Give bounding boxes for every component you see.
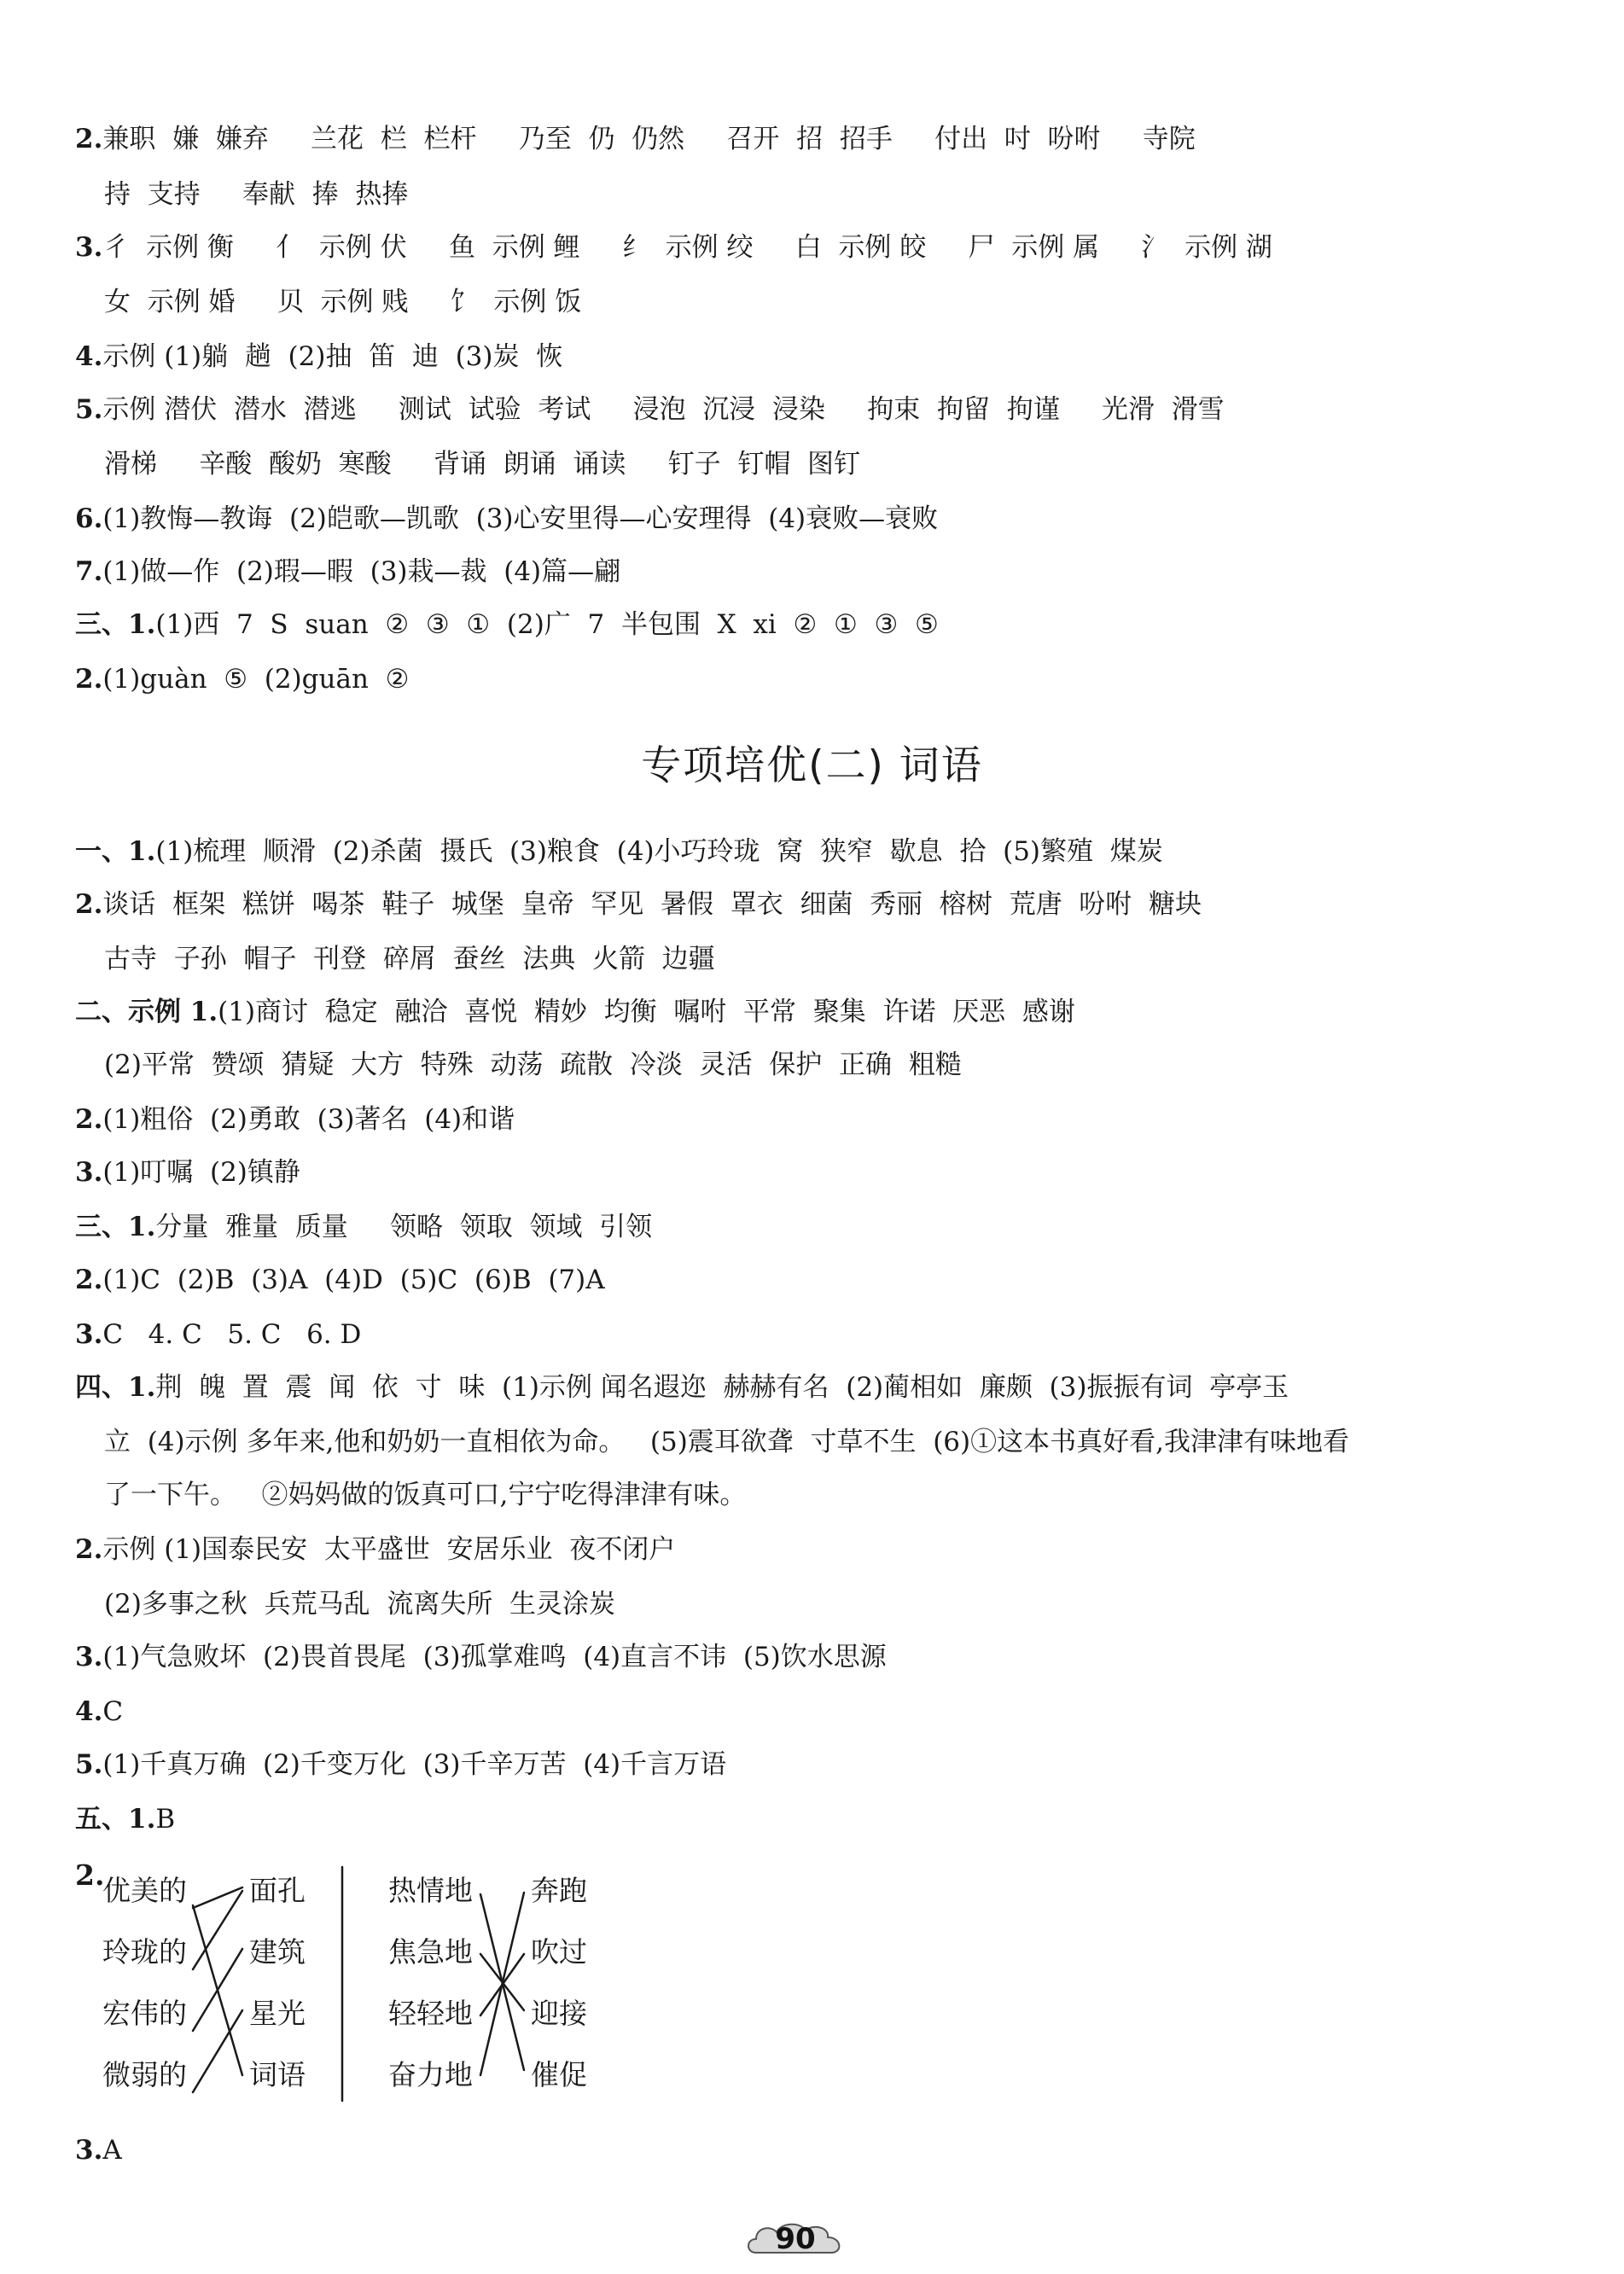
match-left-word: 微弱的 (102, 2058, 187, 2091)
answer-line: 3.彳 示例 衡 亻 示例 伏 鱼 示例 鲤 纟 示例 绞 白 示例 皎 尸 示例 属 氵 示例 湖 (75, 232, 1272, 263)
answer-line: 滑梯 辛酸 酸奶 寒酸 背诵 朗诵 诵读 钉子 钉帽 图钉 (104, 449, 861, 480)
match-right-word: 催促 (531, 2058, 587, 2091)
match-left-word: 玲珑的 (102, 1935, 187, 1969)
section-title: 专项培优(二) 词语 (641, 742, 983, 789)
match-left-word: 热情地 (388, 1874, 473, 1907)
answer-line: 了一下午。 ②妈妈做的饭真可口,宁宁吃得津津有味。 (104, 1480, 747, 1510)
answer-line: 持 支持 奉献 捧 热捧 (104, 179, 409, 210)
match-right-word: 建筑 (249, 1935, 306, 1969)
answer-line: 2.(1)C (2)B (3)A (4)D (5)C (6)B (7)A (75, 1265, 605, 1295)
answer-line: 3.A (75, 2135, 122, 2166)
match-right-word: 吹过 (531, 1935, 587, 1969)
answer-line: 2.兼职 嫌 嫌弃 兰花 栏 栏杆 乃至 仍 仍然 召开 招 招手 付出 吋 吩咐 寺院 (75, 124, 1196, 154)
answer-line: 4.C (75, 1696, 124, 1727)
answer-line: 二、示例 1.(1)商讨 稳定 融洽 喜悦 精妙 均衡 嘱咐 平常 聚集 许诺 厌恶 感谢 (75, 997, 1075, 1027)
answer-line: 三、1.(1)西 7 S suan ② ③ ① (2)广 7 半包围 X xi ② ① ③ ⑤ (75, 609, 939, 640)
match-right-word: 面孔 (249, 1874, 306, 1907)
matching-label: 2. (75, 1858, 105, 1892)
answer-line: 2.谈话 框架 糕饼 喝茶 鞋子 城堡 皇帝 罕见 暑假 罩衣 细菌 秀丽 榕树 荒唐 吩咐 糖块 (75, 889, 1202, 920)
answer-line: 3.C 4. C 5. C 6. D (75, 1319, 362, 1350)
answer-line: 7.(1)做—作 (2)瑕—暇 (3)栽—裁 (4)篇—翩 (75, 556, 621, 587)
answer-line: (2)多事之秋 兵荒马乱 流离失所 生灵涂炭 (104, 1589, 616, 1620)
answer-line: 6.(1)教悔—教诲 (2)皑歌—凯歌 (3)心安里得—心安理得 (4)衰败—衰败 (75, 503, 939, 534)
answer-line: 一、1.(1)梳理 顺滑 (2)杀菌 摄氏 (3)粮食 (4)小巧玲珑 窝 狭窄 歇息 拾 (5)繁殖 煤炭 (75, 836, 1163, 867)
match-line (193, 1887, 242, 1908)
page-number-badge (744, 2219, 847, 2261)
answer-line: 5.示例 潜伏 潜水 潜逃 测试 试验 考试 浸泡 沉浸 浸染 拘束 拘留 拘谨 光滑 滑雪 (75, 394, 1225, 425)
answer-line: 立 (4)示例 多年来,他和奶奶一直相依为命。 (5)震耳欲聋 寸草不生 (6)①这本书真好看,我津津有味地看 (104, 1427, 1349, 1457)
page-number: 90 (775, 2222, 816, 2256)
match-right-word: 星光 (249, 1997, 306, 2030)
match-left-word: 焦急地 (388, 1935, 473, 1969)
match-right-word: 迎接 (531, 1997, 587, 2030)
match-left-word: 轻轻地 (388, 1997, 473, 2030)
match-left-word: 宏伟的 (102, 1997, 187, 2030)
answer-line: 古寺 子孙 帽子 刊登 碎屑 蚕丝 法典 火箭 边疆 (104, 944, 715, 974)
match-right-word: 奔跑 (531, 1874, 587, 1907)
answer-line: 2.(1)粗俗 (2)勇敢 (3)著名 (4)和谐 (75, 1104, 515, 1135)
answer-line: 2.(1)guàn ⑤ (2)guān ② (75, 664, 410, 695)
match-left-word: 奋力地 (388, 2058, 473, 2091)
answer-line: 3.(1)叮嘱 (2)镇静 (75, 1157, 300, 1188)
answer-line: 五、1.B (75, 1804, 176, 1835)
answer-line: 5.(1)千真万确 (2)千变万化 (3)千辛万苦 (4)千言万语 (75, 1749, 727, 1780)
answer-line: 3.(1)气急败坏 (2)畏首畏尾 (3)孤掌难鸣 (4)直言不讳 (5)饮水思源 (75, 1642, 887, 1672)
answer-line: 四、1.荆 魄 置 震 闻 依 寸 味 (1)示例 闻名遐迩 赫赫有名 (2)蔺相如 廉颇 (3)振振有词 亭亭玉 (75, 1372, 1289, 1403)
match-right-word: 词语 (249, 2058, 306, 2091)
answer-line: 4.示例 (1)躺 趟 (2)抽 笛 迪 (3)炭 恢 (75, 341, 563, 372)
answer-line: 三、1.分量 雅量 质量 领略 领取 领域 引领 (75, 1212, 653, 1242)
answer-line: 女 示例 婚 贝 示例 贱 饣 示例 饭 (104, 287, 582, 317)
match-left-word: 优美的 (102, 1874, 187, 1907)
answer-line: 2.示例 (1)国泰民安 太平盛世 安居乐业 夜不闭户 (75, 1534, 676, 1565)
answer-line: (2)平常 赞颂 猜疑 大方 特殊 动荡 疏散 冷淡 灵活 保护 正确 粗糙 (104, 1050, 962, 1080)
